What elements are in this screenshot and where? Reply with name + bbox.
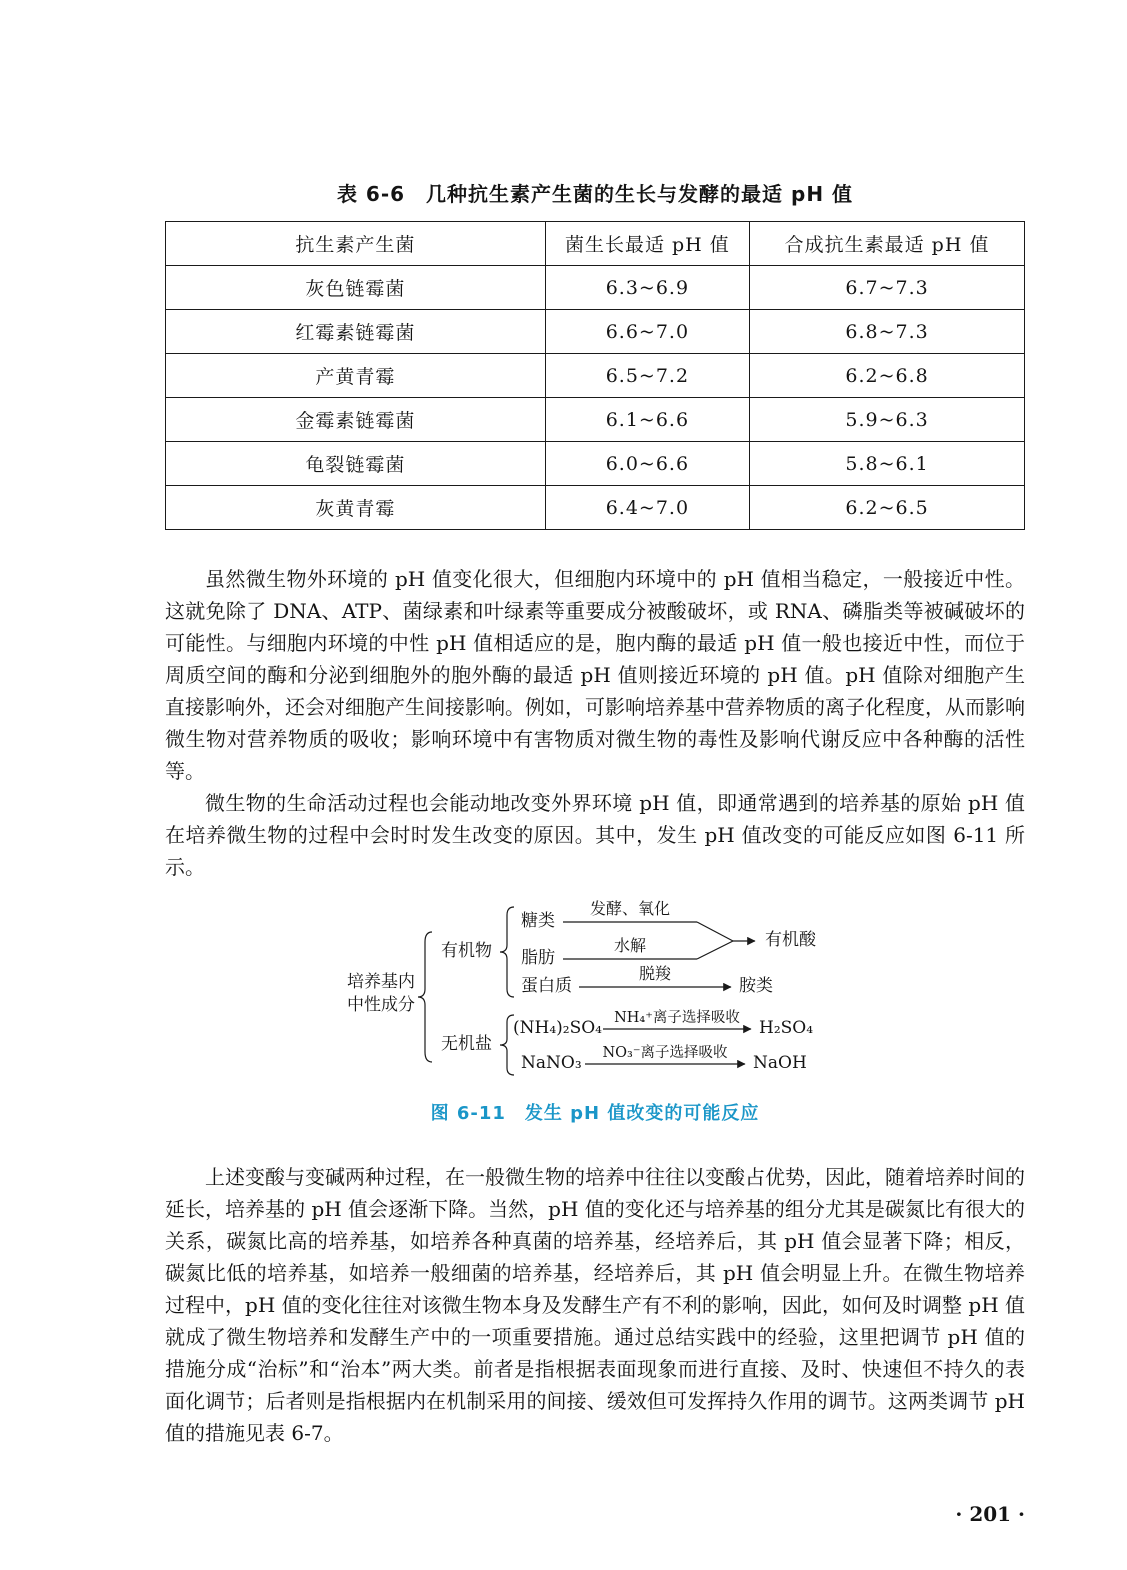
table-title: 表 6-6 几种抗生素产生菌的生长与发酵的最适 pH 值 xyxy=(336,182,854,206)
protein-node: 蛋白质 xyxy=(521,976,572,996)
ammonium-absorption-label: NH₄⁺离子选择吸收 xyxy=(614,1010,740,1026)
page-number: · 201 · xyxy=(955,1502,1025,1526)
page-content xyxy=(165,178,1025,1449)
organic-acid-node: 有机酸 xyxy=(765,930,816,950)
organism-cell: 产黄青霉 xyxy=(166,354,546,398)
organism-cell: 金霉素链霉菌 xyxy=(166,398,546,442)
synthesis-ph-cell: 5.8~6.1 xyxy=(750,442,1025,486)
medium-label-line2: 中性成分 xyxy=(347,995,415,1015)
converge-line-bottom xyxy=(697,941,733,959)
synthesis-ph-cell: 5.9~6.3 xyxy=(750,398,1025,442)
naoh-node: NaOH xyxy=(753,1053,807,1073)
growth-ph-cell: 6.1~6.6 xyxy=(545,398,749,442)
paragraph-ph-change-intro: 微生物的生命活动过程也会能动地改变外界环境 pH 值，即通常遇到的培养基的原始 pH 值在培养微生物的过程中会时时发生改变的原因。其中，发生 pH 值改变的可能反应如图 6-11 所示。 xyxy=(165,791,1025,879)
growth-ph-cell: 6.5~7.2 xyxy=(545,354,749,398)
nitrate-absorption-label: NO₃⁻离子选择吸收 xyxy=(602,1045,728,1061)
inorganic-brace xyxy=(500,1015,514,1075)
organic-brace xyxy=(500,907,514,997)
inorganic-node: 无机盐 xyxy=(441,1034,492,1054)
table-row xyxy=(166,310,1025,354)
header-organism: 抗生素产生菌 xyxy=(166,222,546,266)
converge-line-top xyxy=(697,922,733,941)
organism-cell: 龟裂链霉菌 xyxy=(166,442,546,486)
growth-ph-cell: 6.4~7.0 xyxy=(545,486,749,530)
fat-node: 脂肪 xyxy=(521,948,555,968)
amines-node: 胺类 xyxy=(739,976,773,996)
header-growth-ph: 菌生长最适 pH 值 xyxy=(545,222,749,266)
main-brace xyxy=(418,932,432,1062)
table-row xyxy=(166,442,1025,486)
h2so4-node: H₂SO₄ xyxy=(759,1018,814,1038)
ammonium-sulfate-node: (NH₄)₂SO₄ xyxy=(513,1018,602,1038)
sodium-nitrate-node: NaNO₃ xyxy=(521,1053,582,1073)
figure-6-11-diagram xyxy=(345,897,845,1083)
decarboxylation-label: 脱羧 xyxy=(638,964,671,983)
growth-ph-cell: 6.3~6.9 xyxy=(545,266,749,310)
synthesis-ph-cell: 6.2~6.5 xyxy=(750,486,1025,530)
organism-cell: 红霉素链霉菌 xyxy=(166,310,546,354)
table-header-row xyxy=(166,222,1025,266)
organism-cell: 灰黄青霉 xyxy=(166,486,546,530)
figure-caption: 图 6-11 发生 pH 值改变的可能反应 xyxy=(430,1103,760,1124)
ferment-oxidation-label: 发酵、氧化 xyxy=(589,899,670,918)
organic-node: 有机物 xyxy=(441,941,492,961)
table-row xyxy=(166,486,1025,530)
hydrolysis-label: 水解 xyxy=(613,936,646,955)
table-row xyxy=(166,266,1025,310)
table-row xyxy=(166,354,1025,398)
organism-cell: 灰色链霉菌 xyxy=(166,266,546,310)
synthesis-ph-cell: 6.2~6.8 xyxy=(750,354,1025,398)
paragraph-ph-regulation: 上述变酸与变碱两种过程，在一般微生物的培养中往往以变酸占优势，因此，随着培养时间的延长，培养基的 pH 值会逐渐下降。当然，pH 值的变化还与培养基的组分尤其是碳氮比有很大的关系，碳氮比高的培养基，如培养各种真菌的培养基，经培养后，其 pH 值会显著下降；相反，碳氮比低的培养基，如培养一般细菌的培养基，经培养后，其 pH 值会明显上升。在微生物培养过程中，pH 值的变化往往对该微生物本身及发酵生产有不利的影响，因此，如何及时调整 pH 值就成了微生物培养和发酵生产中的一项重要措施。通过总结实践中的经验，这里把调节 pH 值的措施分成“治标”和“治本”两大类。前者是指根据表面现象而进行直接、及时、快速但不持久的表面化调节；后者则是指根据内在机制采用的间接、缓效但可发挥持久作用的调节。这两类调节 pH 值的措施见表 6-7。 xyxy=(165,1165,1025,1445)
growth-ph-cell: 6.6~7.0 xyxy=(545,310,749,354)
table-row xyxy=(166,398,1025,442)
antibiotic-ph-table xyxy=(165,221,1025,530)
sugar-node: 糖类 xyxy=(521,911,555,931)
medium-label-line1: 培养基内 xyxy=(347,972,415,992)
header-synthesis-ph: 合成抗生素最适 pH 值 xyxy=(750,222,1025,266)
synthesis-ph-cell: 6.7~7.3 xyxy=(750,266,1025,310)
synthesis-ph-cell: 6.8~7.3 xyxy=(750,310,1025,354)
paragraph-ph-stability: 虽然微生物外环境的 pH 值变化很大，但细胞内环境中的 pH 值相当稳定，一般接近中性。这就免除了 DNA、ATP、菌绿素和叶绿素等重要成分被酸破坏，或 RNA、磷脂类等被碱破坏的可能性。与细胞内环境的中性 pH 值相适应的是，胞内酶的最适 pH 值一般也接近中性，而位于周质空间的酶和分泌到细胞外的胞外酶的最适 pH 值则接近环境的 pH 值。pH 值除对细胞产生直接影响外，还会对细胞产生间接影响。例如，可影响培养基中营养物质的离子化程度，从而影响微生物对营养物质的吸收；影响环境中有害物质对微生物的毒性及影响代谢反应中各种酶的活性等。 xyxy=(165,567,1025,783)
growth-ph-cell: 6.0~6.6 xyxy=(545,442,749,486)
